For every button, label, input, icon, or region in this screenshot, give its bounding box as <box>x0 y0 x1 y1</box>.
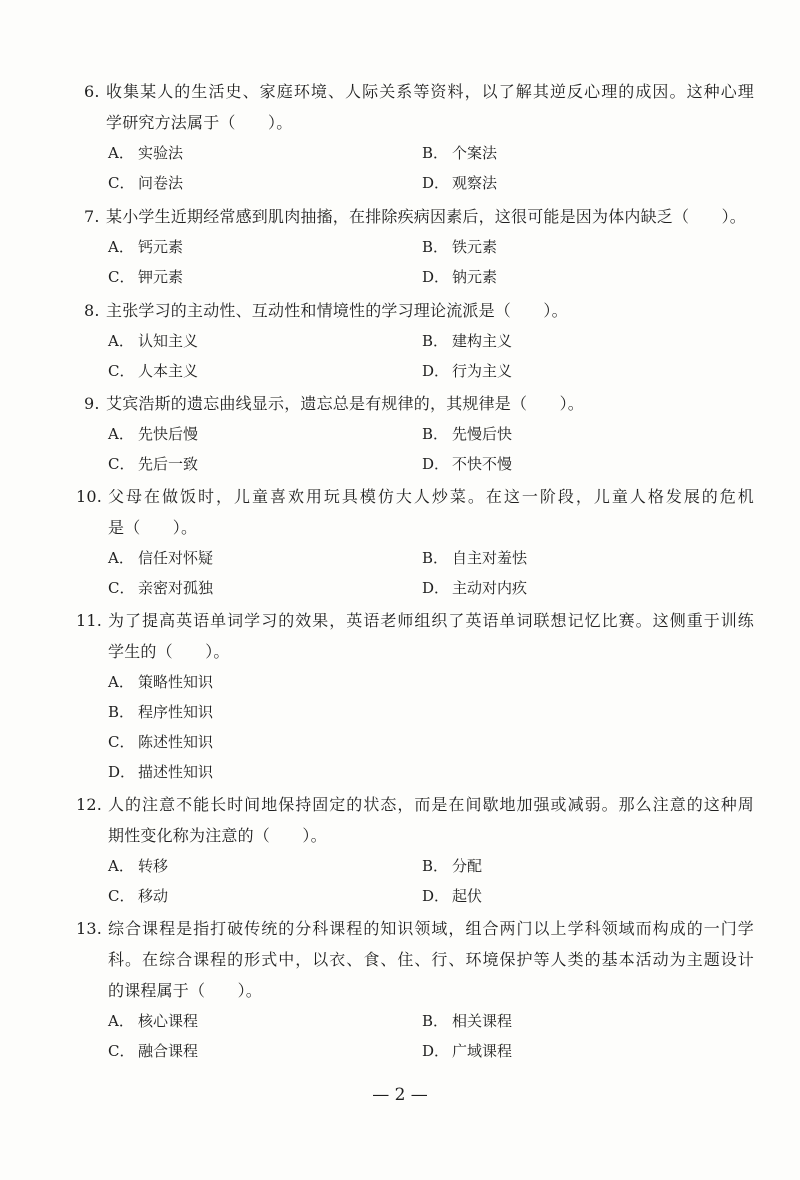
option-b: B． 先慢后快 <box>422 425 513 443</box>
question-number: 9. <box>84 394 100 413</box>
option-b: B． 程序性知识 <box>108 703 214 721</box>
question-text: 艾宾浩斯的遗忘曲线显示，遗忘总是有规律的，其规律是（ ）。 <box>106 394 585 413</box>
option-b: B． 个案法 <box>422 144 498 162</box>
option-c: C． 问卷法 <box>108 174 184 192</box>
question-number: 12. <box>76 795 103 814</box>
option-a: A． 策略性知识 <box>108 673 214 691</box>
question-number: 10. <box>76 487 103 506</box>
option-b: B． 建构主义 <box>422 332 513 350</box>
option-d: D． 起伏 <box>422 887 483 905</box>
question-9 <box>84 388 754 479</box>
option-d: D． 行为主义 <box>422 362 513 380</box>
question-11 <box>76 605 754 787</box>
option-c: C． 陈述性知识 <box>108 733 214 751</box>
question-text: 主张学习的主动性、互动性和情境性的学习理论流派是（ ）。 <box>106 301 568 320</box>
option-a: A． 核心课程 <box>108 1012 199 1030</box>
options <box>84 419 754 479</box>
option-a: A． 先快后慢 <box>108 425 199 443</box>
option-d: D． 钠元素 <box>422 268 498 286</box>
question-text: 学研究方法属于（ ）。 <box>106 113 293 132</box>
option-b: B． 相关课程 <box>422 1012 513 1030</box>
question-number: 7. <box>84 207 100 226</box>
options <box>84 232 754 292</box>
options <box>76 667 754 787</box>
question-13 <box>76 913 754 1066</box>
question-7 <box>84 201 754 292</box>
question-text: 父母在做饭时，儿童喜欢用玩具模仿大人炒菜。在这一阶段，儿童人格发展的危机 <box>108 487 754 506</box>
options <box>76 543 754 603</box>
question-12 <box>76 789 754 911</box>
options <box>76 851 754 911</box>
question-number: 8. <box>84 301 100 320</box>
question-10 <box>76 481 754 603</box>
question-number: 6. <box>84 82 100 101</box>
question-text: 收集某人的生活史、家庭环境、人际关系等资料，以了解其逆反心理的成因。这种心理 <box>106 82 754 101</box>
option-c: C． 移动 <box>108 887 169 905</box>
option-c: C． 人本主义 <box>108 362 199 380</box>
question-text: 综合课程是指打破传统的分科课程的知识领域，组合两门以上学科领域而构成的一门学 <box>108 919 754 938</box>
question-number: 11. <box>76 611 103 630</box>
option-b: B． 分配 <box>422 857 483 875</box>
option-c: C． 钾元素 <box>108 268 184 286</box>
question-text: 的课程属于（ ）。 <box>108 981 263 1000</box>
question-text: 人的注意不能长时间地保持固定的状态，而是在间歇地加强或减弱。那么注意的这种周 <box>108 795 754 814</box>
option-a: A． 认知主义 <box>108 332 199 350</box>
question-number: 13. <box>76 919 103 938</box>
option-c: C． 融合课程 <box>108 1042 199 1060</box>
option-c: C． 先后一致 <box>108 455 199 473</box>
question-8 <box>84 295 754 386</box>
question-text: 为了提高英语单词学习的效果，英语老师组织了英语单词联想记忆比赛。这侧重于训练 <box>108 611 754 630</box>
question-text: 某小学生近期经常感到肌肉抽搐，在排除疾病因素后，这很可能是因为体内缺乏（ ）。 <box>106 207 747 226</box>
option-d: D． 描述性知识 <box>108 763 214 781</box>
question-text: 学生的（ ）。 <box>108 642 230 661</box>
question-text: 是（ ）。 <box>108 518 198 537</box>
page-number: — 2 — <box>372 1085 428 1105</box>
option-d: D． 观察法 <box>422 174 498 192</box>
option-b: B． 铁元素 <box>422 238 498 256</box>
options <box>84 326 754 386</box>
option-a: A． 信任对怀疑 <box>108 549 214 567</box>
option-d: D． 主动对内疚 <box>422 579 528 597</box>
option-a: A． 钙元素 <box>108 238 184 256</box>
option-d: D． 广域课程 <box>422 1042 513 1060</box>
option-c: C． 亲密对孤独 <box>108 579 214 597</box>
option-b: B． 自主对羞怯 <box>422 549 528 567</box>
option-d: D． 不快不慢 <box>422 455 513 473</box>
question-6 <box>84 76 754 198</box>
question-text: 科。在综合课程的形式中，以衣、食、住、行、环境保护等人类的基本活动为主题设计 <box>108 950 754 969</box>
option-a: A． 实验法 <box>108 144 184 162</box>
options <box>84 138 754 198</box>
options <box>76 1006 754 1066</box>
question-text: 期性变化称为注意的（ ）。 <box>108 826 327 845</box>
option-a: A． 转移 <box>108 857 169 875</box>
